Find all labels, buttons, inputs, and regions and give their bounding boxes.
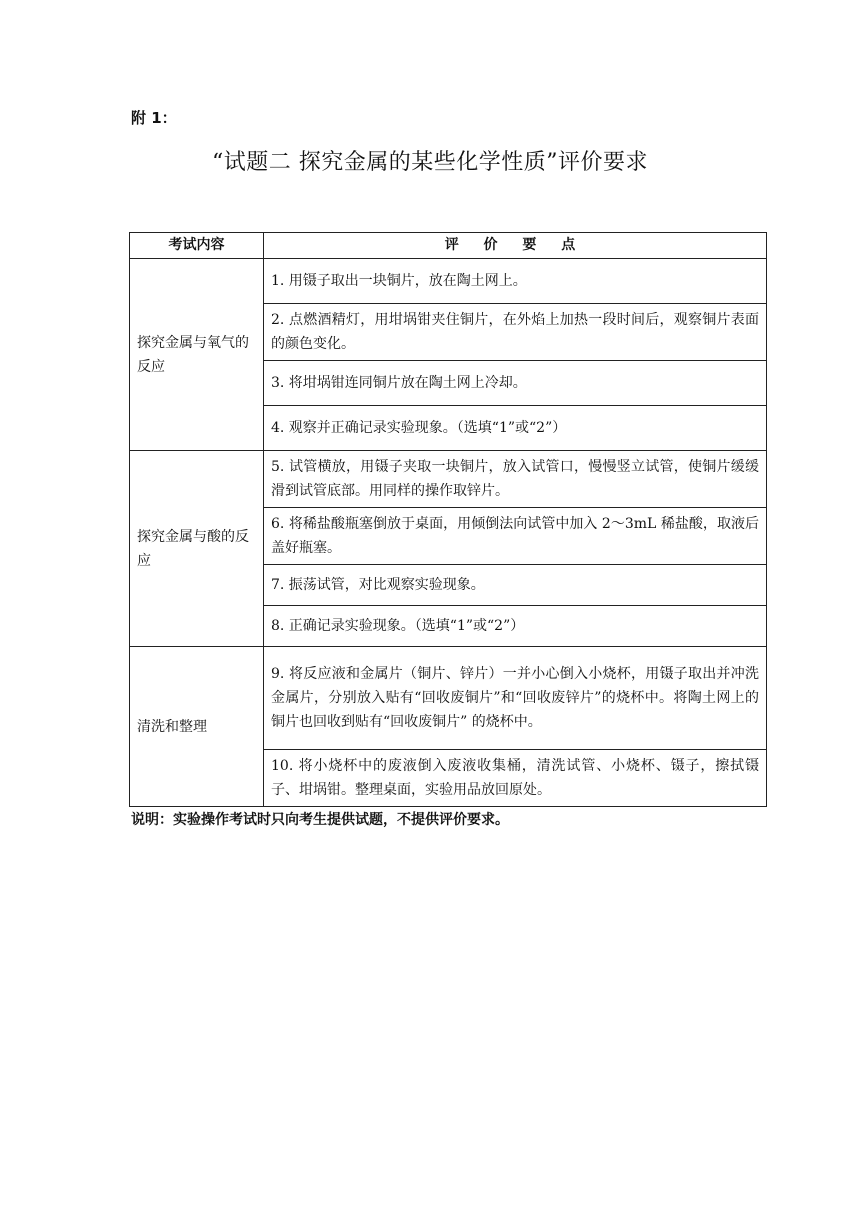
criterion-item-4: 4. 观察并正确记录实验现象。（选填“1”或“2”） <box>264 406 767 451</box>
section-acid-reaction: 探究金属与酸的反应 <box>130 451 264 647</box>
table-row <box>130 259 767 304</box>
criterion-item-1: 1. 用镊子取出一块铜片，放在陶土网上。 <box>264 259 767 304</box>
criterion-item-9: 9. 将反应液和金属片（铜片、锌片）一并小心倒入小烧杯，用镊子取出并冲洗金属片，分别放入贴有“回收废铜片”和“回收废锌片”的烧杯中。将陶土网上的铜片也回收到贴有“回收废铜片” 的烧杯中。 <box>264 647 767 750</box>
criterion-item-8: 8. 正确记录实验现象。（选填“1”或“2”） <box>264 606 767 647</box>
criterion-item-3: 3. 将坩埚钳连同铜片放在陶土网上冷却。 <box>264 361 767 406</box>
table-row <box>130 647 767 750</box>
footnote: 说明：实验操作考试时只向考生提供试题，不提供评价要求。 <box>131 812 509 828</box>
appendix-label: 附 1： <box>131 109 177 127</box>
header-evaluation-points: 评 价 要 点 <box>264 233 767 259</box>
document-title: “试题二 探究金属的某些化学性质”评价要求 <box>212 150 648 175</box>
evaluation-table <box>129 232 767 807</box>
section-cleanup: 清洗和整理 <box>130 647 264 807</box>
criterion-item-7: 7. 振荡试管，对比观察实验现象。 <box>264 565 767 606</box>
table-header-row <box>130 233 767 259</box>
table-row <box>130 451 767 508</box>
header-exam-content: 考试内容 <box>130 233 264 259</box>
criterion-item-6: 6. 将稀盐酸瓶塞倒放于桌面，用倾倒法向试管中加入 2～3mL 稀盐酸，取液后盖好瓶塞。 <box>264 508 767 565</box>
section-oxygen-reaction: 探究金属与氧气的反应 <box>130 259 264 451</box>
criterion-item-5: 5. 试管横放，用镊子夹取一块铜片，放入试管口，慢慢竖立试管，使铜片缓缓滑到试管底部。用同样的操作取锌片。 <box>264 451 767 508</box>
criterion-item-10: 10. 将小烧杯中的废液倒入废液收集桶，清洗试管、小烧杯、镊子，擦拭镊子、坩埚钳。整理桌面，实验用品放回原处。 <box>264 750 767 807</box>
criterion-item-2: 2. 点燃酒精灯，用坩埚钳夹住铜片，在外焰上加热一段时间后，观察铜片表面的颜色变化。 <box>264 304 767 361</box>
